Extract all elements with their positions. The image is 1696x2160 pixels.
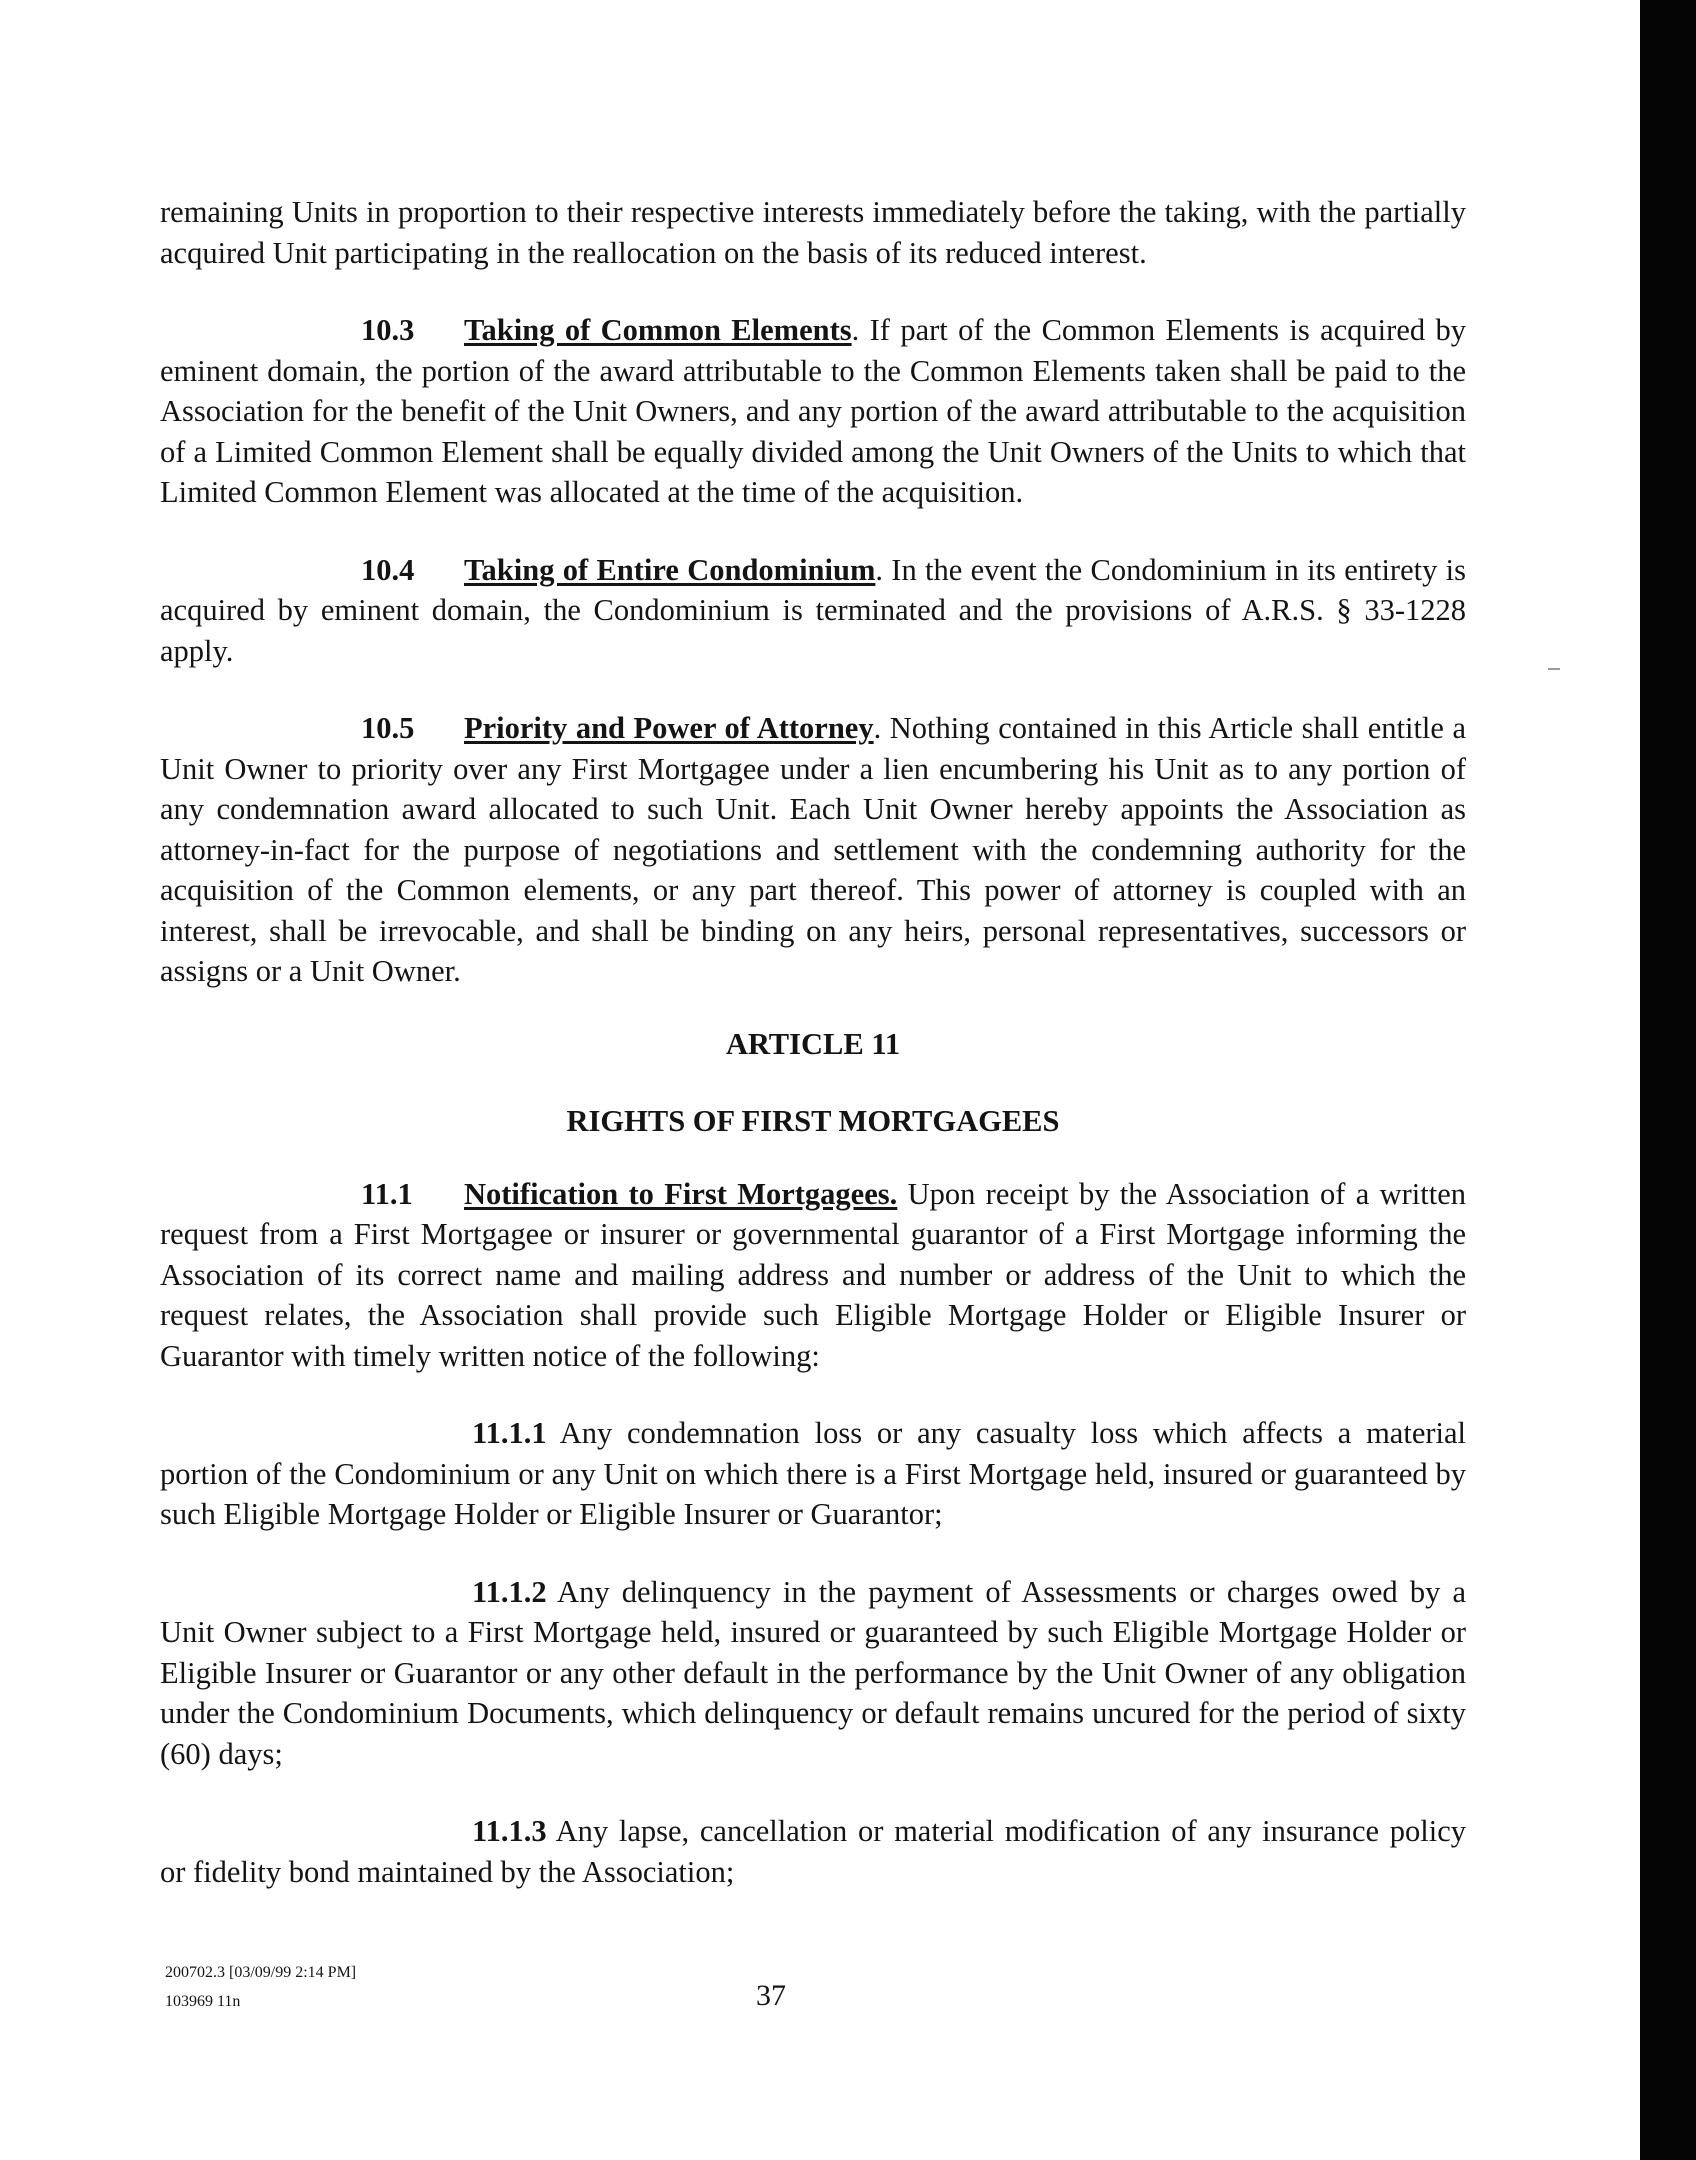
subsection-11-1-2 (160, 1572, 1466, 1775)
section-body: Nothing contained in this Article shall entitle a Unit Owner to priority over any First Mortgagee under a lien encumbering his Unit as to any portion of any condemnation award allocated to such Unit. Each Unit Owner hereby appoints the Association as attorney-in-fact for the purpose of negotiations and settlement with the condemning authority for the acquisition of the Common elements, or any part thereof. This power of attorney is coupled with an interest, shall be irrevocable, and shall be binding on any heirs, personal representatives, successors or assigns or a Unit Owner. (160, 711, 1466, 988)
document-body (160, 192, 1466, 1892)
subsection-number: 11.1.2 (472, 1574, 547, 1609)
intro-paragraph: remaining Units in proportion to their respective interests immediately before the taking, with the partially acquired Unit participating in the reallocation on the basis of its reduced interest. (160, 195, 1466, 270)
subsection-number: 11.1.1 (472, 1416, 547, 1450)
section-title-punct: . (875, 552, 883, 587)
article-heading: ARTICLE 11 (725, 1026, 901, 1061)
section-number: 10.4 (361, 552, 415, 587)
subsection-11-1-3 (160, 1811, 1466, 1892)
section-title-punct: . (851, 313, 860, 347)
subsection-number: 11.1.3 (472, 1814, 547, 1848)
section-number: 10.5 (361, 711, 415, 745)
section-10-3 (160, 310, 1466, 513)
section-body: In the event the Condominium in its entirety is acquired by eminent domain, the Condominium is terminated and the provisions of A.R.S. § 33-1228 apply. (160, 552, 1466, 668)
scan-artifact-mark (1548, 668, 1560, 670)
document-reference (165, 1958, 356, 2016)
section-title: Taking of Entire Condominium (464, 552, 876, 587)
page-number: 37 (756, 1979, 786, 2012)
document-reference-line-1: 200702.3 [03/09/99 2:14 PM] (165, 1964, 357, 1981)
section-10-4 (160, 550, 1466, 672)
section-title: Priority and Power of Attorney (464, 711, 874, 745)
subsection-body: Any delinquency in the payment of Assessments or charges owed by a Unit Owner subject to a First Mortgage held, insured or guaranteed by such Eligible Mortgage Holder or Eligible Insurer or Guarantor or any other default in the performance by the Unit Owner of any obligation under the Condominium Documents, which delinquency or default remains uncured for the period of sixty (60) days; (160, 1574, 1466, 1771)
subsection-body: Any condemnation loss or any casualty loss which affects a material portion of the Condominium or any Unit on which there is a First Mortgage held, insured or guaranteed by such Eligible Mortgage Holder or Eligible Insurer or Guarantor; (160, 1416, 1466, 1531)
subsection-body: Any lapse, cancellation or material modification of any insurance policy or fidelity bond maintained by the Association; (160, 1814, 1466, 1889)
section-number: 10.3 (361, 313, 415, 347)
document-reference-line-2: 103969 11n (165, 1993, 241, 2010)
section-title: Notification to First Mortgagees. (464, 1176, 898, 1211)
section-11-1 (160, 1174, 1466, 1377)
section-title: Taking of Common Elements (464, 313, 852, 347)
subsection-11-1-1 (160, 1413, 1466, 1535)
section-body: Upon receipt by the Association of a written request from a First Mortgagee or insurer or governmental guarantor of a First Mortgage informing the Association of its correct name and mailing address and number or address of the Unit to which the request relates, the Association shall provide such Eligible Mortgage Holder or Eligible Insurer or Guarantor with timely written notice of the following: (160, 1176, 1467, 1373)
section-title-punct: . (873, 711, 882, 745)
section-body: If part of the Common Elements is acquired by eminent domain, the portion of the award attributable to the Common Elements taken shall be paid to the Association for the benefit of the Unit Owners, and any portion of the award attributable to the acquisition of a Limited Common Element shall be equally divided among the Unit Owners of the Units to which that Limited Common Element was allocated at the time of the acquisition. (160, 313, 1466, 509)
section-number: 11.1 (361, 1176, 413, 1211)
section-10-5 (160, 708, 1466, 992)
article-title: RIGHTS OF FIRST MORTGAGEES (566, 1104, 1060, 1138)
scan-edge-bar (1640, 0, 1696, 2160)
